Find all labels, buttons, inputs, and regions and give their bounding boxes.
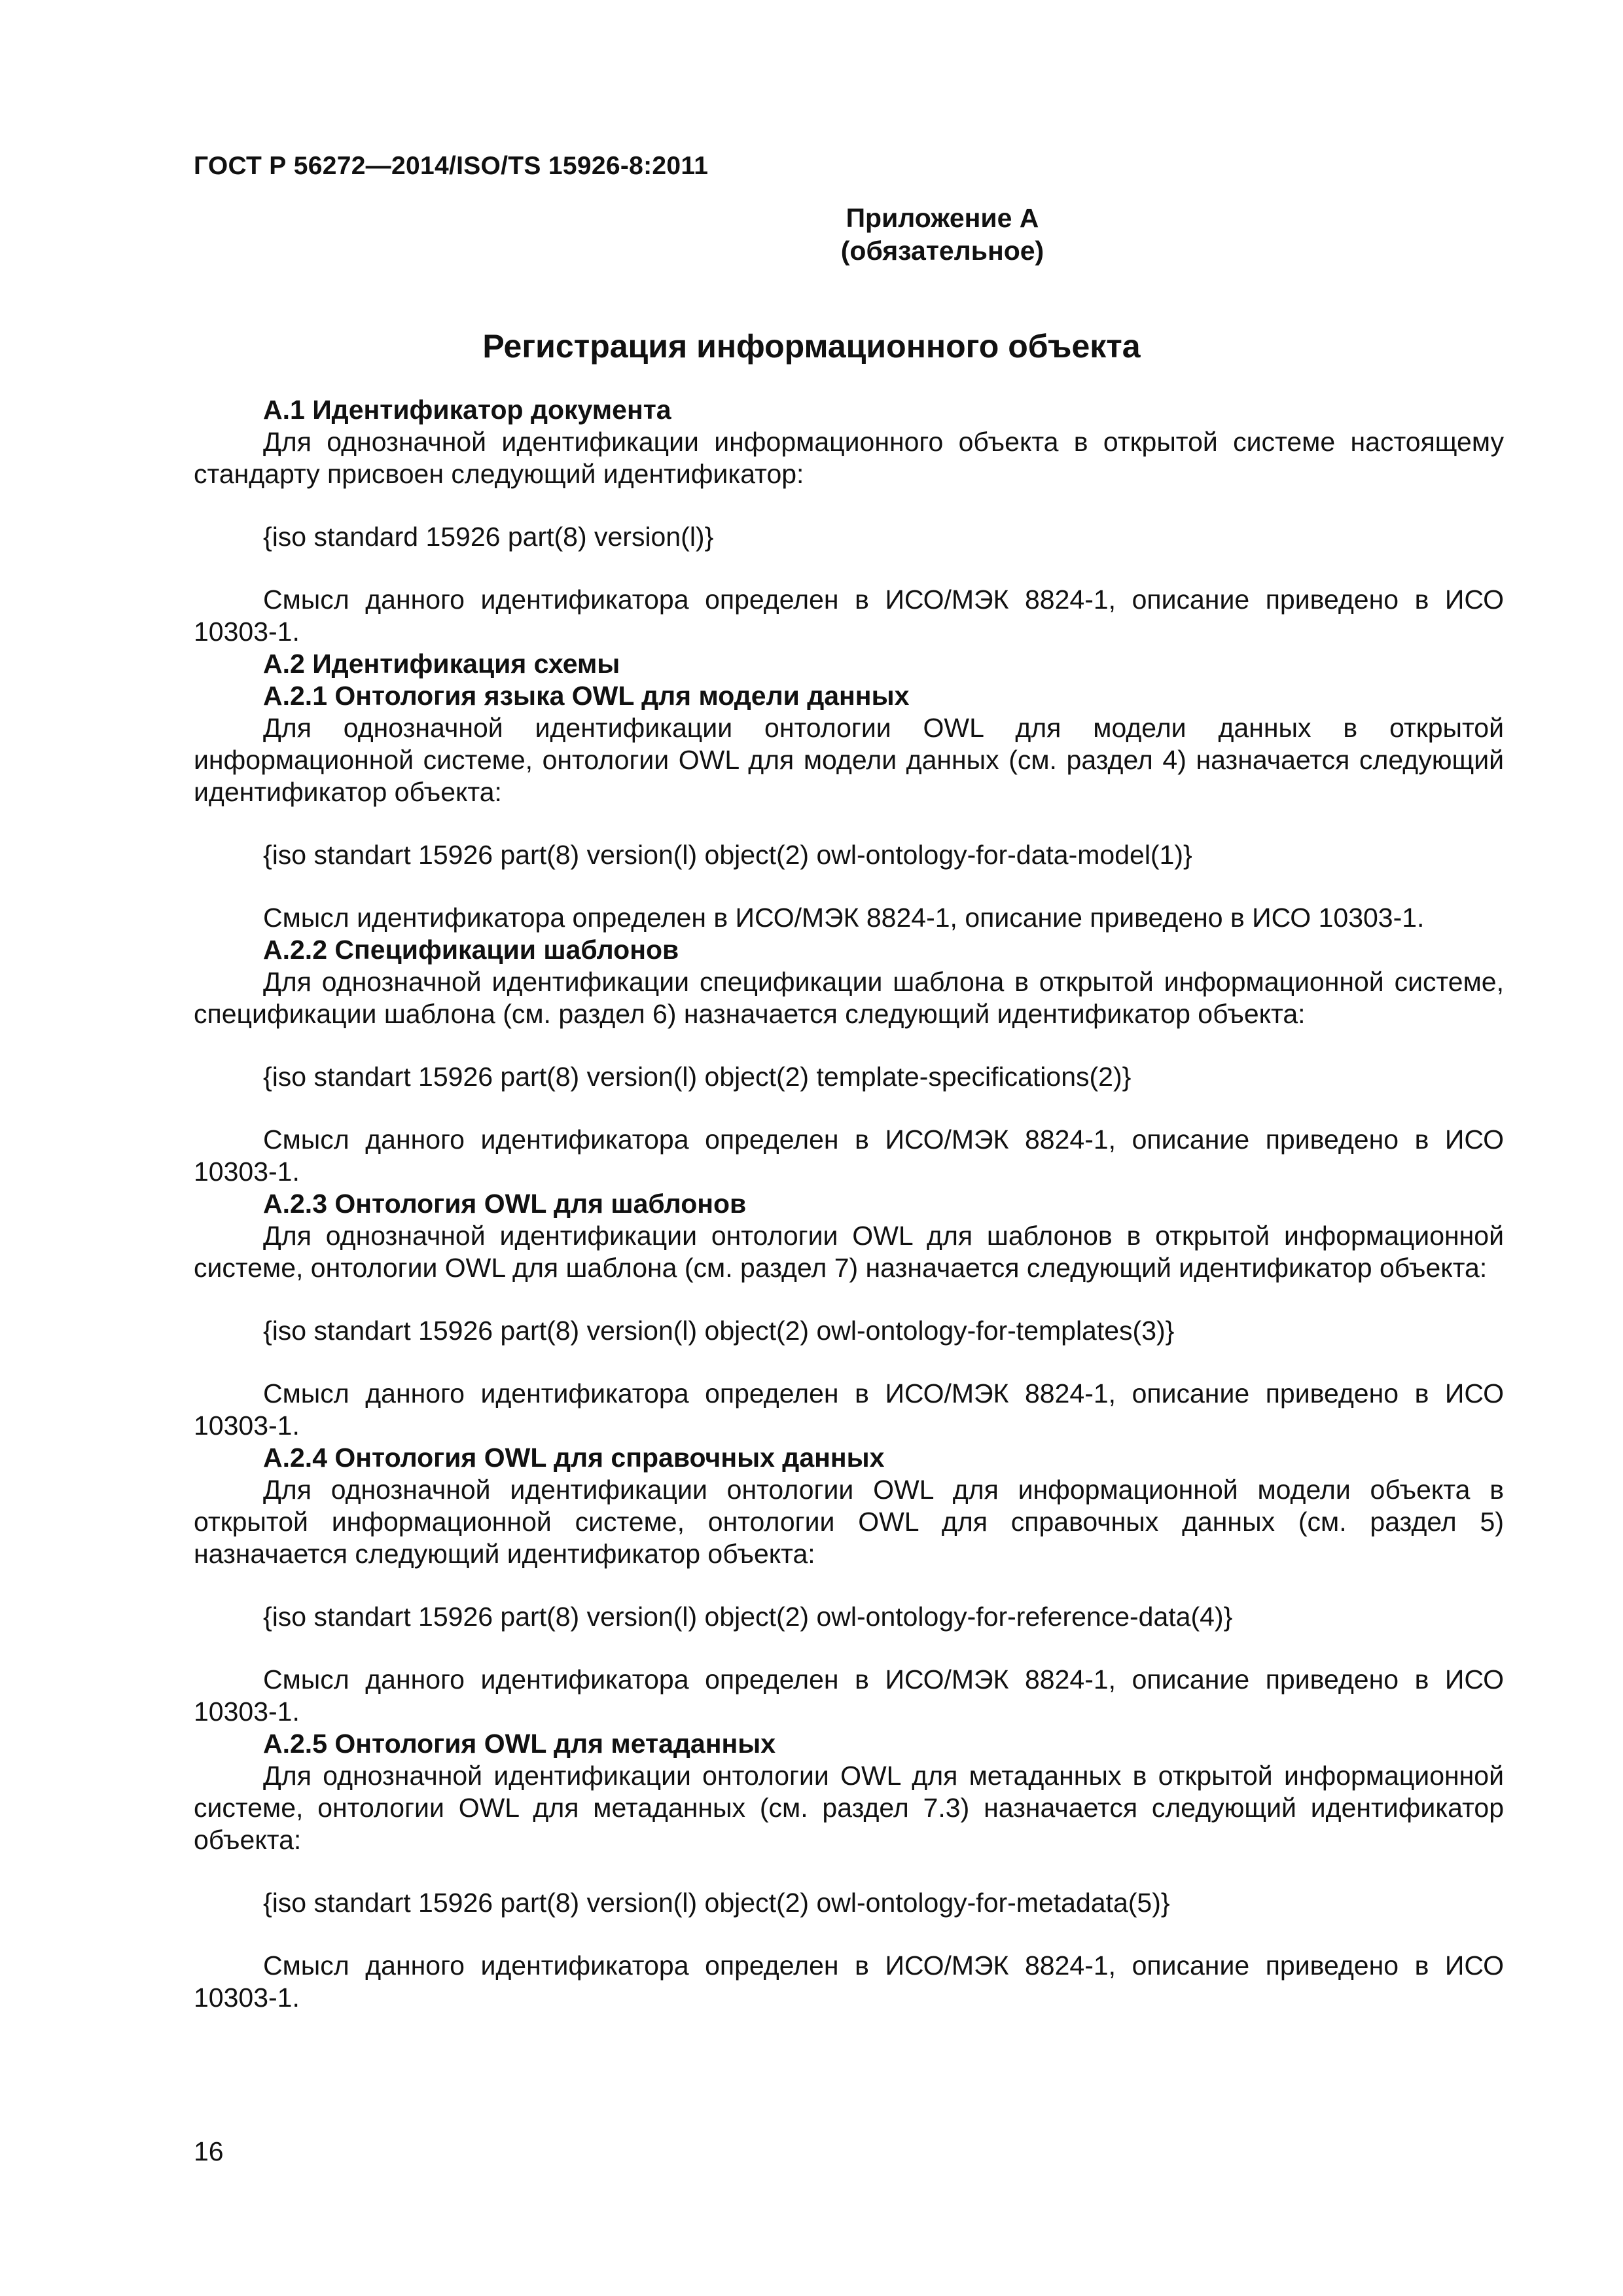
page-number: 16 — [194, 2136, 224, 2166]
identifier-code-a23: {iso standart 15926 part(8) version(l) object(2) owl-ontology-for-templates(3)} — [263, 1316, 1175, 1346]
spacer — [194, 1856, 1504, 1887]
section-heading-a25: А.2.5 Онтология OWL для метаданных — [263, 1729, 776, 1759]
identifier-code-a21: {iso standart 15926 part(8) version(l) object(2) owl-ontology-for-data-model(1)} — [263, 840, 1192, 870]
section-heading-a24: А.2.4 Онтология OWL для справочных данных — [263, 1443, 885, 1473]
annex-title: Приложение А — [846, 203, 1039, 233]
spacer — [194, 1347, 1504, 1378]
section-heading-a2: А.2 Идентификация схемы — [263, 649, 620, 679]
annex-status: (обязательное) — [840, 236, 1044, 266]
document-body — [194, 394, 1504, 2014]
spacer — [194, 1284, 1504, 1315]
section-note-a21: Смысл идентификатора определен в ИСО/МЭК 8824-1, описание приведено в ИСО 10303-1. — [263, 903, 1425, 933]
spacer — [194, 871, 1504, 902]
section-note-a25: Смысл данного идентификатора определен в ИСО/МЭК 8824-1, описание приведено в ИСО 10303-1. — [194, 1950, 1504, 2013]
section-heading-a23: А.2.3 Онтология OWL для шаблонов — [263, 1189, 747, 1219]
section-text-a25: Для однозначной идентификации онтологии OWL для метаданных в открытой информационной системе, онтологии OWL для метаданных (см. раздел 7.3) назначается следующий идентификатор объекта: — [194, 1761, 1504, 1855]
spacer — [194, 490, 1504, 521]
section-note-a23: Смысл данного идентификатора определен в ИСО/МЭК 8824-1, описание приведено в ИСО 10303-1. — [194, 1378, 1504, 1441]
section-note-a1: Смысл данного идентификатора определен в ИСО/МЭК 8824-1, описание приведено в ИСО 10303-1. — [194, 584, 1504, 647]
section-note-a22: Смысл данного идентификатора определен в ИСО/МЭК 8824-1, описание приведено в ИСО 10303-1. — [194, 1124, 1504, 1187]
spacer — [194, 1919, 1504, 1950]
section-text-a23: Для однозначной идентификации онтологии OWL для шаблонов в открытой информационной системе, онтологии OWL для шаблона (см. раздел 7) назначается следующий идентификатор объекта: — [194, 1221, 1504, 1283]
section-text-a24: Для однозначной идентификации онтологии OWL для информационной модели объекта в открытой информационной системе, онтологии OWL для справочных данных (см. раздел 5) назначается следующий идентификатор объекта: — [194, 1475, 1504, 1569]
identifier-code-a24: {iso standart 15926 part(8) version(l) object(2) owl-ontology-for-reference-data(4)} — [263, 1602, 1233, 1632]
section-text-a1: Для однозначной идентификации информационного объекта в открытой системе настоящему стандарту присвоен следующий идентификатор: — [194, 427, 1504, 489]
section-heading-a21: А.2.1 Онтология языка OWL для модели данных — [263, 681, 910, 711]
spacer — [194, 1570, 1504, 1601]
section-heading-a1: А.1 Идентификатор документа — [263, 395, 671, 425]
spacer — [194, 1030, 1504, 1061]
spacer — [194, 1093, 1504, 1124]
spacer — [194, 808, 1504, 839]
identifier-code-a22: {iso standart 15926 part(8) version(l) object(2) template-specifications(2)} — [263, 1062, 1132, 1092]
section-text-a22: Для однозначной идентификации спецификации шаблона в открытой информационной системе, спецификации шаблона (см. раздел 6) назначается следующий идентификатор объекта: — [194, 967, 1504, 1029]
section-text-a21: Для однозначной идентификации онтологии OWL для модели данных в открытой информационной системе, онтологии OWL для модели данных (см. раздел 4) назначается следующий идентификатор объекта: — [194, 713, 1504, 807]
section-heading-a22: А.2.2 Спецификации шаблонов — [263, 935, 679, 965]
identifier-code-a1: {iso standard 15926 part(8) version(l)} — [263, 522, 714, 552]
identifier-code-a25: {iso standart 15926 part(8) version(l) object(2) owl-ontology-for-metadata(5)} — [263, 1888, 1170, 1918]
page-title: Регистрация информационного объекта — [482, 328, 1141, 365]
spacer — [194, 1633, 1504, 1664]
section-note-a24: Смысл данного идентификатора определен в ИСО/МЭК 8824-1, описание приведено в ИСО 10303-1. — [194, 1664, 1504, 1727]
spacer — [194, 553, 1504, 584]
document-id-header: ГОСТ Р 56272—2014/ISO/TS 15926-8:2011 — [194, 152, 709, 180]
